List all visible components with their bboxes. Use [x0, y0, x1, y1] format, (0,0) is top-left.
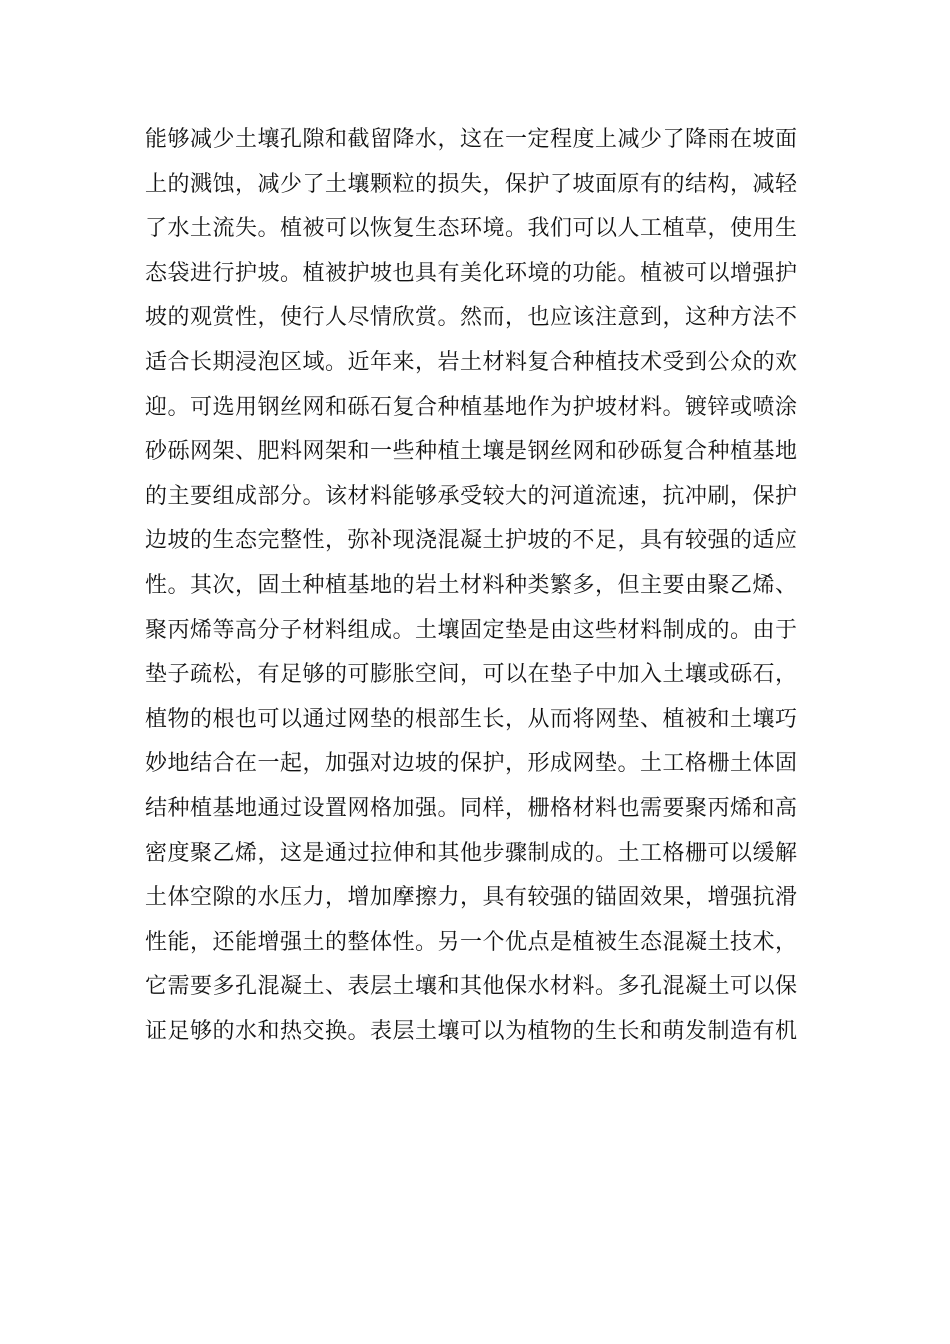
text-line: 砂砾网架、肥料网架和一些种植土壤是钢丝网和砂砾复合种植基地: [145, 439, 798, 465]
text-line: 证足够的水和热交换。表层土壤可以为植物的生长和萌发制造有机: [145, 1018, 798, 1044]
body-paragraph: [145, 118, 805, 1054]
text-line: 聚丙烯等高分子材料组成。土壤固定垫是由这些材料制成的。由于: [145, 617, 798, 643]
text-line: 迎。可选用钢丝网和砾石复合种植基地作为护坡材料。镀锌或喷涂: [145, 394, 798, 420]
text-line: 坡的观赏性，使行人尽情欣赏。然而，也应该注意到，这种方法不: [145, 305, 798, 331]
text-line: 性。其次，固土种植基地的岩土材料种类繁多，但主要由聚乙烯、: [145, 572, 798, 598]
text-line: 上的溅蚀，减少了土壤颗粒的损失，保护了坡面原有的结构，减轻: [145, 171, 798, 197]
text-line: 适合长期浸泡区域。近年来，岩土材料复合种植技术受到公众的欢: [145, 349, 798, 375]
text-line: 态袋进行护坡。植被护坡也具有美化环境的功能。植被可以增强护: [145, 260, 798, 286]
text-line: 结种植基地通过设置网格加强。同样，栅格材料也需要聚丙烯和高: [145, 795, 798, 821]
text-line: 的主要组成部分。该材料能够承受较大的河道流速，抗冲刷，保护: [145, 483, 798, 509]
text-line: 边坡的生态完整性，弥补现浇混凝土护坡的不足，具有较强的适应: [145, 528, 798, 554]
text-line: 密度聚乙烯，这是通过拉伸和其他步骤制成的。土工格栅可以缓解: [145, 840, 798, 866]
text-line: 垫子疏松，有足够的可膨胀空间，可以在垫子中加入土壤或砾石，: [145, 662, 798, 688]
text-line: 能够减少土壤孔隙和截留降水，这在一定程度上减少了降雨在坡面: [145, 127, 798, 152]
text-line: 性能，还能增强土的整体性。另一个优点是植被生态混凝土技术，: [145, 929, 798, 955]
text-line: 它需要多孔混凝土、表层土壤和其他保水材料。多孔混凝土可以保: [145, 974, 798, 1000]
text-line: 了水土流失。植被可以恢复生态环境。我们可以人工植草，使用生: [145, 216, 798, 242]
text-line: 植物的根也可以通过网垫的根部生长，从而将网垫、植被和土壤巧: [145, 706, 798, 732]
text-line: 妙地结合在一起，加强对边坡的保护，形成网垫。土工格栅土体固: [145, 751, 798, 777]
text-line: 土体空隙的水压力，增加摩擦力，具有较强的锚固效果，增强抗滑: [145, 885, 798, 911]
